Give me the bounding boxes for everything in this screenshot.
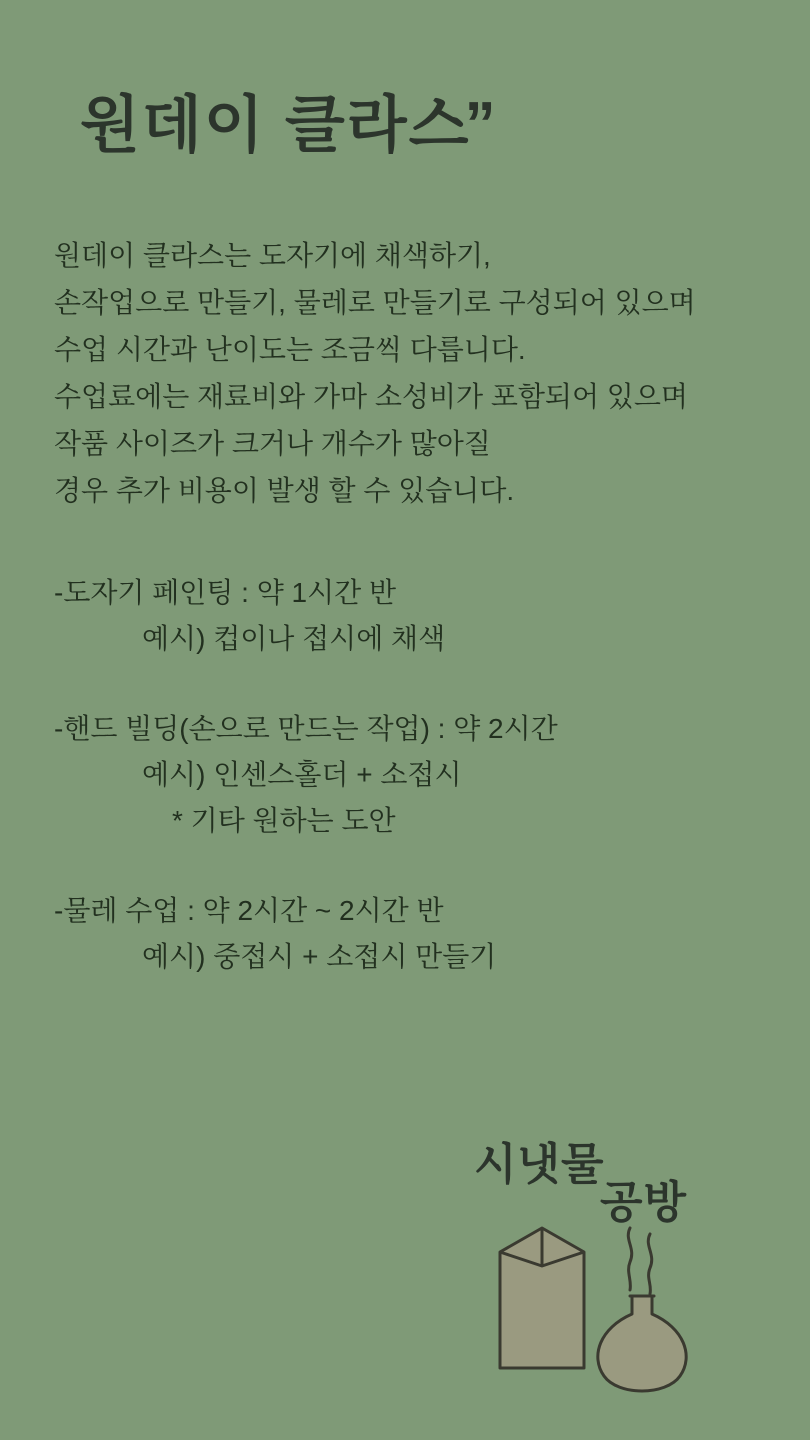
- course-detail: 예시) 컵이나 접시에 채색: [142, 623, 446, 654]
- studio-logo: [462, 1118, 762, 1408]
- quote-mark-icon: ”: [464, 90, 496, 159]
- logo-word-secondary: 공방: [600, 1178, 688, 1227]
- intro-line: 작품 사이즈가 크거나 개수가 많아질: [54, 428, 491, 459]
- course-detail: * 기타 원하는 도안: [172, 805, 396, 836]
- course-heading: -물레 수업 : 약 2시간 ~ 2시간 반: [54, 895, 444, 926]
- course-heading: -핸드 빌딩(손으로 만드는 작업) : 약 2시간: [54, 713, 558, 744]
- intro-line: 손작업으로 만들기, 물레로 만들기로 구성되어 있으며: [54, 287, 696, 318]
- intro-line: 수업료에는 재료비와 가마 소성비가 포함되어 있으며: [54, 381, 688, 412]
- course-item-wheel: [54, 888, 794, 980]
- course-item-handbuilding: [54, 706, 794, 844]
- page-title: [80, 92, 496, 160]
- intro-paragraph: [54, 232, 794, 514]
- course-detail: 예시) 인센스홀더 + 소접시: [142, 759, 462, 790]
- course-item-painting: [54, 570, 794, 662]
- ceramic-illustration-icon: [480, 1210, 740, 1415]
- course-heading: -도자기 페인팅 : 약 1시간 반: [54, 577, 397, 608]
- intro-line: 수업 시간과 난이도는 조금씩 다릅니다.: [54, 334, 526, 365]
- logo-word-primary: 시냇물: [474, 1140, 605, 1189]
- intro-line: 원데이 클라스는 도자기에 채색하기,: [54, 240, 491, 271]
- course-detail: 예시) 중접시 + 소접시 만들기: [142, 941, 497, 972]
- course-list: [54, 570, 794, 980]
- page-title-text: 원데이 클라스: [80, 91, 471, 160]
- intro-line: 경우 추가 비용이 발생 할 수 있습니다.: [54, 475, 515, 506]
